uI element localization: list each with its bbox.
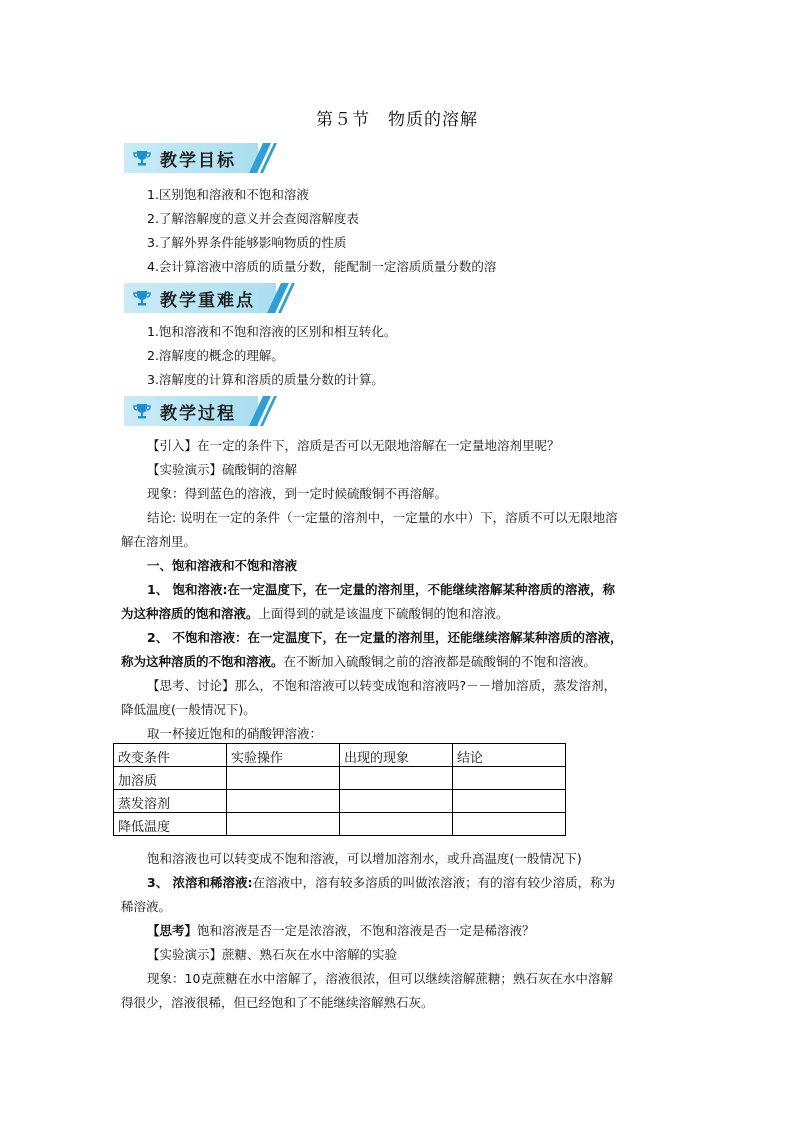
- table-header-row: [114, 744, 566, 767]
- table-row: [114, 767, 566, 790]
- goal-item: 2.了解溶解度的意义并会查阅溶解度表: [147, 211, 359, 226]
- discussion-text: 【思考、讨论】那么，不饱和溶液可以转变成饱和溶液吗?－－增加溶质，蒸发溶剂，: [147, 678, 617, 693]
- definition-unsaturated-cont: [121, 653, 596, 671]
- definition-tail: 在溶液中，溶有较多溶质的叫做浓溶液；有的溶有较少溶质，称为: [252, 875, 616, 890]
- definition-bold: 为这种溶质的饱和溶液。: [121, 606, 259, 621]
- definition-bold: 3、 浓溶和稀溶液:: [147, 875, 253, 890]
- take-text: 取一杯接近饱和的硝酸钾溶液：: [147, 726, 323, 741]
- section-title-goals: 教学目标: [160, 151, 236, 171]
- definition-tail: 上面得到的就是该温度下硫酸铜的饱和溶液。: [258, 606, 509, 621]
- section-banner-process: [124, 396, 272, 426]
- phenomenon-text: 得很少，溶液很稀，但已经饱和了不能继续溶解熟石灰。: [121, 995, 434, 1010]
- demo-heading: 【实验演示】蔗糖、熟石灰在水中溶解的实验: [147, 947, 398, 962]
- table-cell: [340, 813, 453, 836]
- trophy-icon: [132, 401, 152, 421]
- definition-bold: 称为这种溶质的不饱和溶液。: [121, 654, 284, 669]
- key-point-item: 2.溶解度的概念的理解。: [147, 348, 284, 363]
- trophy-icon: [132, 148, 152, 168]
- demo-heading: 【实验演示】硫酸铜的溶解: [147, 462, 298, 477]
- think-question: [147, 922, 535, 940]
- table-cell: [453, 813, 566, 836]
- discussion-text: 降低温度(一般情况下)。: [121, 702, 256, 717]
- table-row: [114, 790, 566, 813]
- definition-unsaturated: 2、 不饱和溶液：在一定温度下，在一定量的溶剂里，还能继续溶解某种溶质的溶液，: [147, 630, 623, 645]
- phenomenon-text: 现象：得到蓝色的溶液，到一定时候硫酸铜不再溶解。: [147, 486, 448, 501]
- phenomenon-text: 现象：10克蔗糖在水中溶解了，溶液很浓，但可以继续溶解蔗糖；熟石灰在水中溶解: [147, 971, 613, 986]
- definition-saturated-cont: [121, 605, 509, 623]
- definition-tail: 在不断加入硫酸铜之前的溶液都是硫酸铜的不饱和溶液。: [283, 654, 597, 669]
- table-row: [114, 813, 566, 836]
- table-cell: [453, 790, 566, 813]
- section-banner-goals: [124, 143, 272, 173]
- table-header-cell: 实验操作: [227, 744, 340, 767]
- page-title: 第５节 物质的溶解: [316, 110, 478, 130]
- conclusion-text: 结论: 说明在一定的条件（一定量的溶剂中，一定量的水中）下，溶质不可以无限地溶: [147, 510, 618, 525]
- table-header-cell: 改变条件: [114, 744, 227, 767]
- table-cell: [227, 790, 340, 813]
- conclusion-text: 解在溶剂里。: [121, 534, 197, 549]
- section-title-key-points: 教学重难点: [160, 291, 255, 311]
- definition-concentration-cont: 稀溶液。: [121, 899, 172, 914]
- key-point-item: 1.饱和溶液和不饱和溶液的区别和相互转化。: [147, 324, 397, 339]
- definition-saturated: 1、 饱和溶液:在一定温度下，在一定量的溶剂里，不能继续溶解某种溶质的溶液，称: [147, 582, 616, 597]
- section-heading: 一、饱和溶液和不饱和溶液: [147, 558, 298, 573]
- section-banner-key-points: [124, 283, 289, 313]
- table-cell: [340, 767, 453, 790]
- experiment-table: [113, 743, 566, 836]
- table-cell: [227, 813, 340, 836]
- think-text: 饱和溶液是否一定是浓溶液，不饱和溶液是否一定是稀溶液？: [197, 923, 535, 938]
- table-cell: [227, 767, 340, 790]
- table-cell: [340, 790, 453, 813]
- trophy-icon: [132, 288, 152, 308]
- table-cell: 降低温度: [114, 813, 227, 836]
- after-table-text: 饱和溶液也可以转变成不饱和溶液，可以增加溶剂水，或升高温度(一般情况下): [147, 851, 582, 866]
- intro-paragraph: 【引入】在一定的条件下，溶质是否可以无限地溶解在一定量地溶剂里呢？: [147, 438, 560, 453]
- table-cell: 加溶质: [114, 767, 227, 790]
- key-point-item: 3.溶解度的计算和溶质的质量分数的计算。: [147, 372, 384, 387]
- definition-concentration: [147, 874, 615, 892]
- table-cell: 蒸发溶剂: [114, 790, 227, 813]
- table-cell: [453, 767, 566, 790]
- think-label: 【思考】: [147, 923, 198, 938]
- goal-item: 4.会计算溶液中溶质的质量分数，能配制一定溶质质量分数的溶: [147, 259, 497, 274]
- section-title-process: 教学过程: [160, 404, 236, 424]
- table-header-cell: 出现的现象: [340, 744, 453, 767]
- table-header-cell: 结论: [453, 744, 566, 767]
- goal-item: 1.区别饱和溶液和不饱和溶液: [147, 187, 309, 202]
- goal-item: 3.了解外界条件能够影响物质的性质: [147, 235, 347, 250]
